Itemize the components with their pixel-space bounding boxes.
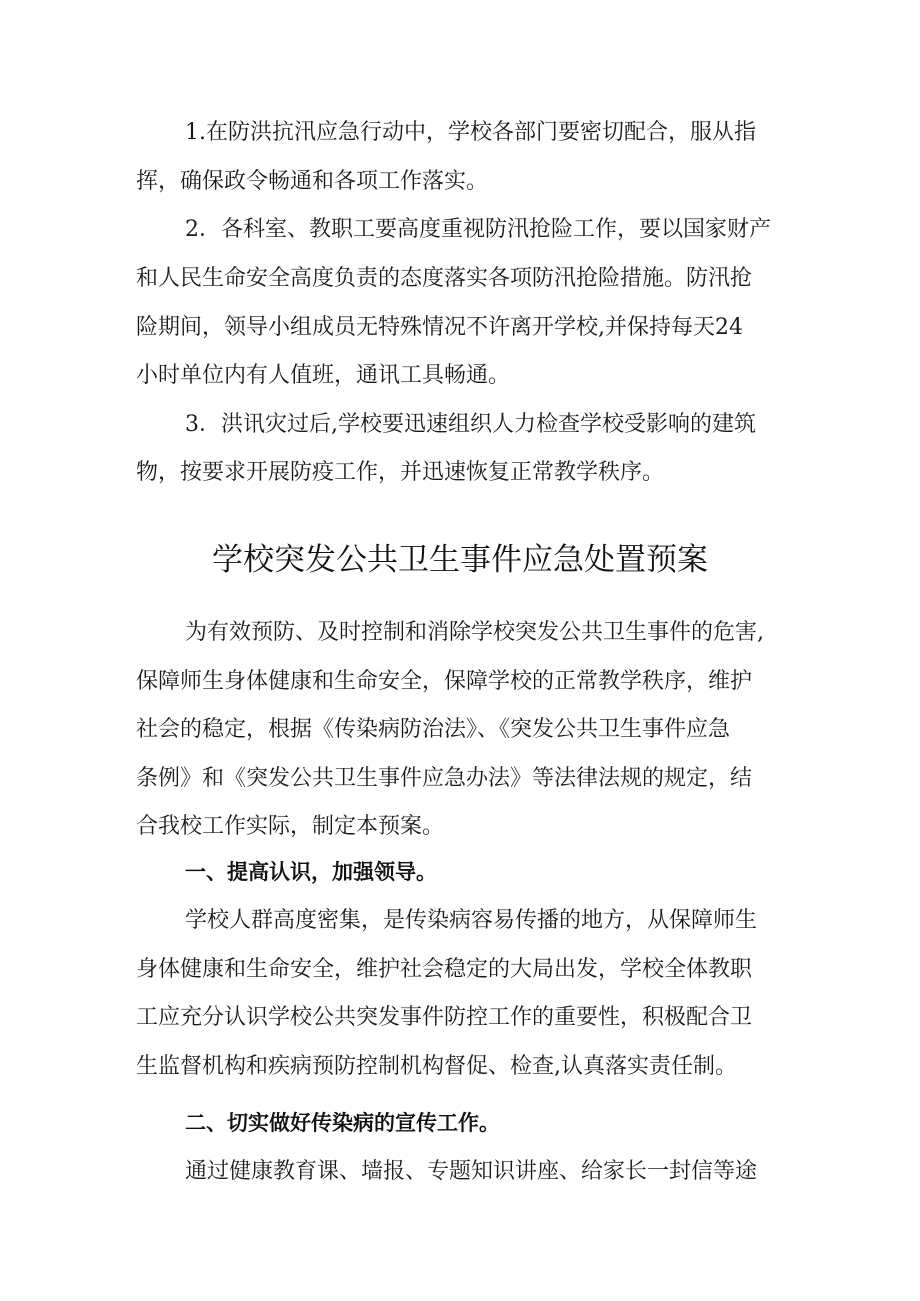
intro-line-5: 合我校工作实际，制定本预案。 [136, 814, 445, 839]
intro-line-3: 社会的稳定，根据《传染病防治法》、《突发公共卫生事件应急 [136, 717, 731, 742]
intro-line-1: 为有效预防、及时控制和消除学校突发公共卫生事件的危害, [185, 620, 764, 645]
section-2-line-1: 通过健康教育课、墙报、专题知识讲座、给家长一封信等途 [185, 1159, 758, 1184]
section-1-line-1: 学校人群高度密集，是传染病容易传播的地方，从保障师生 [185, 908, 758, 933]
item-1-line-2: 挥，确保政令畅通和各项工作落实。 [136, 169, 489, 194]
item-2-line-1: 2．各科室、教职工要高度重视防汛抢险工作，要以国家财产 [185, 217, 771, 242]
section-1-line-4: 生监督机构和疾病预防控制机构督促、检查,认真落实责任制。 [136, 1054, 737, 1079]
item-2-line-2: 和人民生命安全高度负责的态度落实各项防汛抢险措施。防汛抢 [136, 266, 753, 291]
intro-line-2: 保障师生身体健康和生命安全，保障学校的正常教学秩序，维护 [136, 669, 753, 694]
item-2-line-4: 小时单位内有人值班，通讯工具畅通。 [136, 363, 511, 388]
section-1-line-3: 工应充分认识学校公共突发事件防控工作的重要性，积极配合卫 [136, 1005, 753, 1030]
item-2-line-3: 险期间，领导小组成员无特殊情况不许离开学校,并保持每天24 [136, 315, 743, 340]
item-1-line-1: 1.在防洪抗汛应急行动中，学校各部门要密切配合，服从指 [185, 120, 756, 145]
item-3-line-1: 3．洪讯灾过后,学校要迅速组织人力检查学校受影响的建筑 [185, 412, 756, 437]
item-3-line-2: 物，按要求开展防疫工作，并迅速恢复正常教学秩序。 [136, 460, 665, 485]
section-1-line-2: 身体健康和生命安全，维护社会稳定的大局出发，学校全体教职 [136, 957, 753, 982]
section-1-heading: 一、提高认识，加强领导。 [185, 860, 437, 884]
document-title: 学校突发公共卫生事件应急处置预案 [212, 542, 708, 578]
intro-line-4: 条例》和《突发公共卫生事件应急办法》等法律法规的规定，结 [136, 766, 753, 791]
section-2-heading: 二、切实做好传染病的宣传工作。 [185, 1111, 500, 1135]
